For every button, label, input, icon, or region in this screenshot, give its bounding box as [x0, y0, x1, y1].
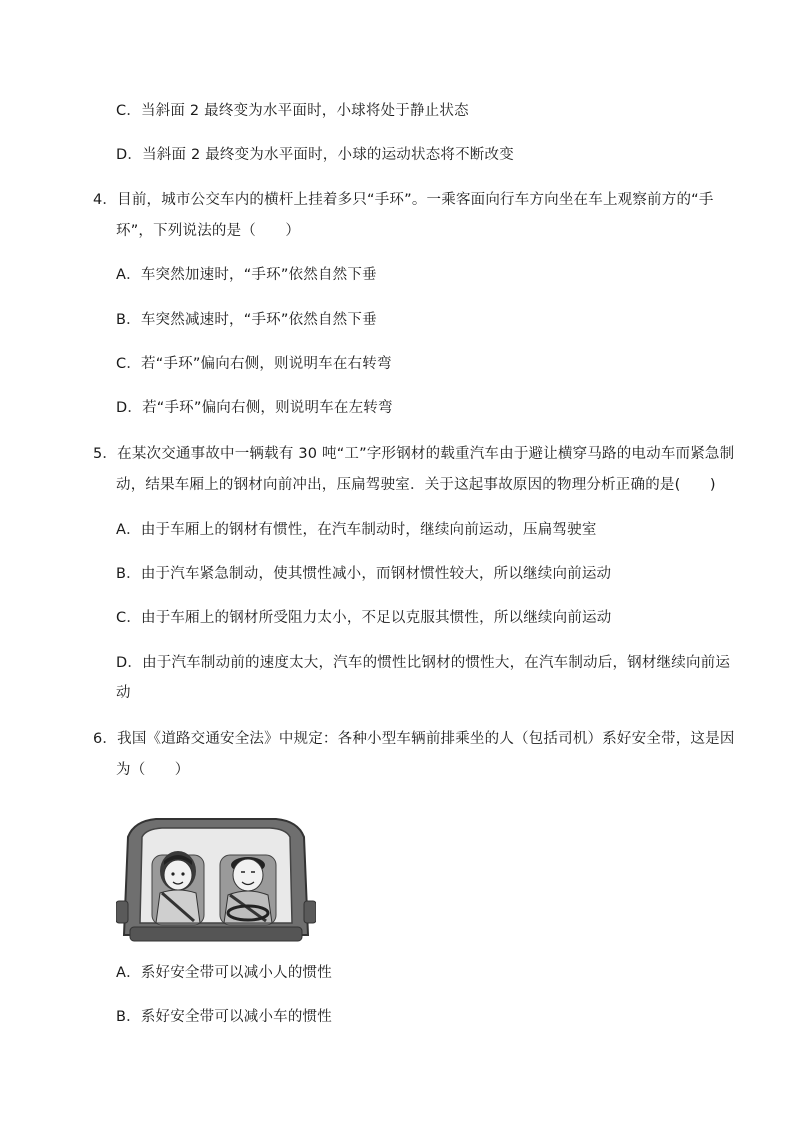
question-4-stem-line-2: 环”，下列说法的是（ ） — [116, 223, 301, 239]
question-6-stem-line-2: 为（ ） — [116, 762, 190, 778]
question-6-option-b: B．系好安全带可以减小车的惯性 — [116, 1009, 332, 1025]
question-4-option-a: A．车突然加速时，“手环”依然自然下垂 — [116, 267, 377, 283]
question-4-option-b: B．车突然减速时，“手环”依然自然下垂 — [116, 312, 377, 328]
question-4-option-d: D．若“手环”偏向右侧，则说明车在左转弯 — [116, 400, 393, 416]
question-4-stem-line-1: 4．目前，城市公交车内的横杆上挂着多只“手环”。一乘客面向行车方向坐在车上观察前方的“手 — [93, 192, 714, 208]
carryover-option-d: D．当斜面 2 最终变为水平面时，小球的运动状态将不断改变 — [116, 147, 514, 163]
question-6-option-a: A．系好安全带可以减小人的惯性 — [116, 965, 332, 981]
question-5-option-d-line-2: 动 — [116, 685, 131, 701]
question-5-stem-line-1: 5．在某次交通事故中一辆载有 30 吨“工”字形钢材的载重汽车由于避让横穿马路的电动车而紧急制 — [93, 446, 735, 462]
carryover-option-c: C．当斜面 2 最终变为水平面时，小球将处于静止状态 — [116, 103, 469, 119]
question-5-option-d-line-1: D．由于汽车制动前的速度太大，汽车的惯性比钢材的惯性大，在汽车制动后，钢材继续向前运 — [116, 655, 731, 671]
question-6-stem-line-1: 6．我国《道路交通安全法》中规定：各种小型车辆前排乘坐的人（包括司机）系好安全带，这是因 — [93, 731, 735, 747]
seatbelt-car-illustration — [116, 815, 316, 945]
question-5-option-b: B．由于汽车紧急制动，使其惯性减小，而钢材惯性较大，所以继续向前运动 — [116, 566, 612, 582]
question-4-option-c: C．若“手环”偏向右侧，则说明车在右转弯 — [116, 356, 392, 372]
question-5-option-c: C．由于车厢上的钢材所受阻力太小，不足以克服其惯性，所以继续向前运动 — [116, 610, 612, 626]
question-5-option-a: A．由于车厢上的钢材有惯性，在汽车制动时，继续向前运动，压扁驾驶室 — [116, 522, 597, 538]
question-5-stem-line-2: 动，结果车厢上的钢材向前冲出，压扁驾驶室．关于这起事故原因的物理分析正确的是( ) — [116, 477, 716, 493]
